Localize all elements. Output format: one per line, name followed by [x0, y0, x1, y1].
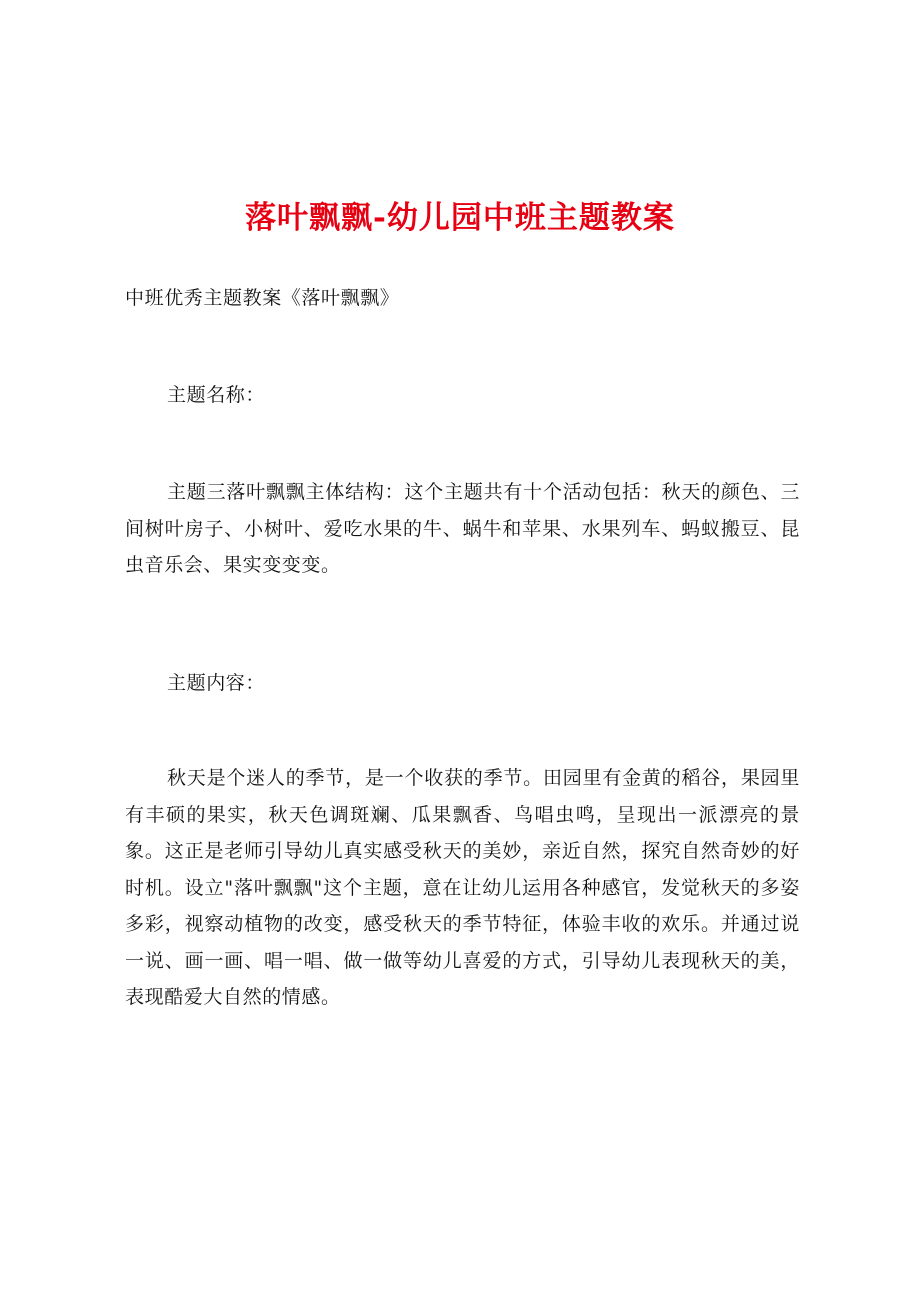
- document-title: 落叶飘飘-幼儿园中班主题教案: [245, 200, 675, 236]
- theme-content-paragraph: 秋天是个迷人的季节，是一个收获的季节。田园里有金黄的稻谷，果园里有丰硕的果实，秋天色调斑斓、瓜果飘香、鸟唱虫鸣，呈现出一派漂亮的景象。这正是老师引导幼儿真实感受秋天的美妙，亲近自然，探究自然奇妙的好时机。设立"落叶飘飘"这个主题，意在让幼儿运用各种感官，发觉秋天的多姿多彩，视察动植物的改变，感受秋天的季节特征，体验丰收的欢乐。并通过说一说、画一画、唱一唱、做一做等幼儿喜爱的方式，引导幼儿表现秋天的美，表现酷爱大自然的情感。: [125, 767, 800, 1008]
- theme-content-label: 主题内容：: [167, 672, 266, 694]
- document-subtitle: 中班优秀主题教案《落叶飘飘》: [125, 287, 400, 309]
- theme-name-label: 主题名称：: [167, 384, 266, 406]
- theme-structure-paragraph: 主题三落叶飘飘主体结构：这个主题共有十个活动包括：秋天的颜色、三间树叶房子、小树叶、爱吃水果的牛、蜗牛和苹果、水果列车、蚂蚁搬豆、昆虫音乐会、果实变变变。: [125, 481, 800, 576]
